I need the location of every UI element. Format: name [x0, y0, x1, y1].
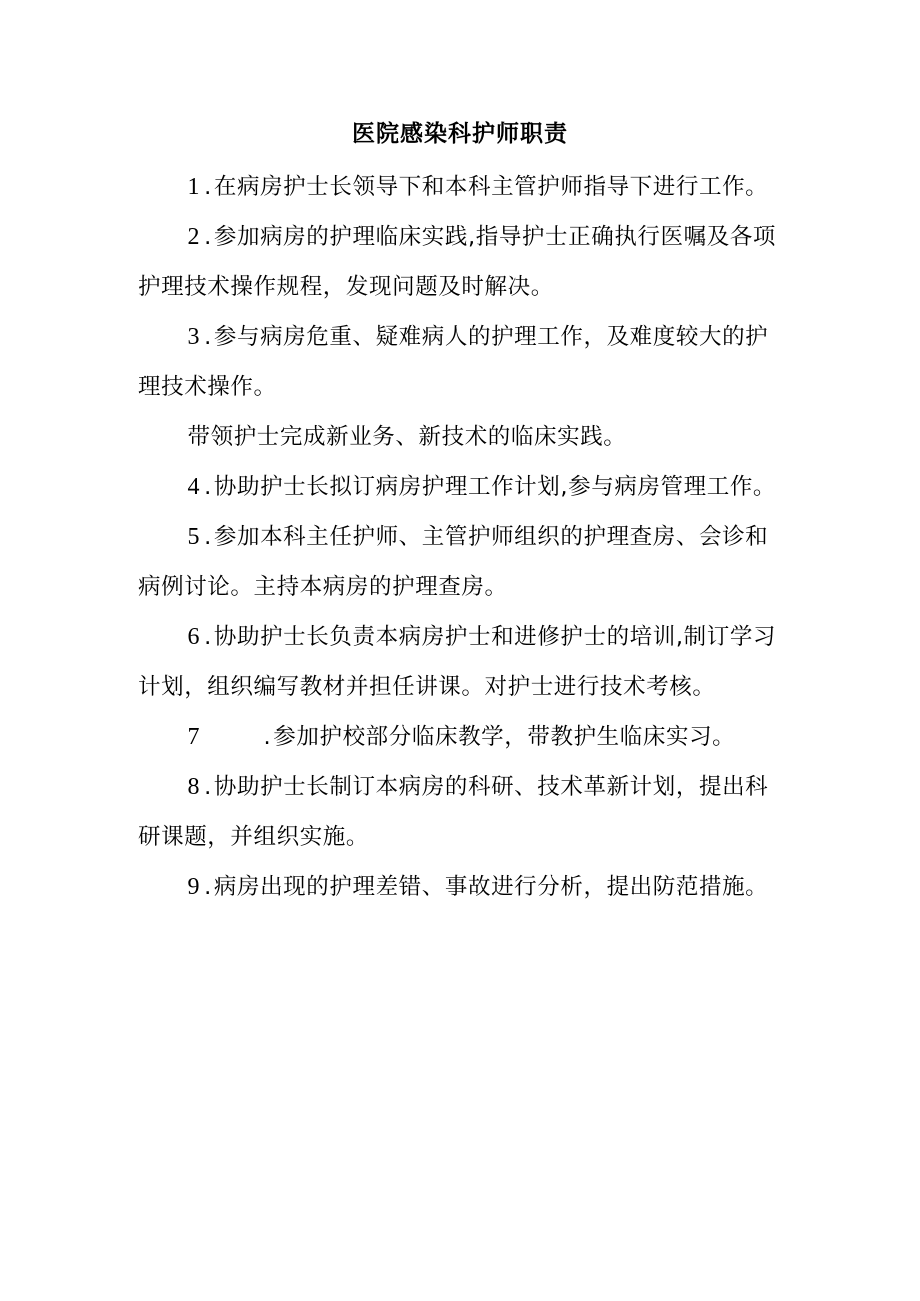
document-title: 医院感染科护师职责: [352, 121, 568, 147]
paragraph-number: 9: [187, 874, 201, 900]
paragraph-number: 5: [187, 524, 201, 550]
document-body: [138, 162, 788, 912]
paragraph-separator: .: [204, 324, 212, 350]
paragraph-1: [138, 162, 788, 212]
paragraph-3b: [138, 412, 788, 462]
paragraph-number: 2: [187, 224, 201, 250]
paragraph-text: 参加病房的护理临床实践,指导护士正确执行医嘱及各项护理技术操作规程，发现问题及时解决。: [138, 224, 777, 300]
paragraph-number: 4: [187, 474, 201, 500]
paragraph-separator: .: [204, 174, 212, 200]
paragraph-text: 参加护校部分临床教学，带教护生临床实习。: [273, 724, 736, 750]
paragraph-text: 带领护士完成新业务、新技术的临床实践。: [187, 424, 627, 450]
paragraph-text: 协助护士长拟订病房护理工作计划,参与病房管理工作。: [213, 474, 777, 500]
paragraph-text: 参与病房危重、疑难病人的护理工作，及难度较大的护理技术操作。: [138, 324, 769, 400]
paragraph-9: [138, 862, 788, 912]
paragraph-separator: .: [204, 624, 212, 650]
paragraph-text: 协助护士长制订本病房的科研、技术革新计划，提出科研课题，并组织实施。: [138, 774, 769, 850]
paragraph-number: 7: [187, 724, 201, 750]
paragraph-number: 6: [187, 624, 201, 650]
paragraph-4: [138, 462, 788, 512]
paragraph-separator: .: [204, 224, 212, 250]
paragraph-number: 1: [187, 174, 201, 200]
paragraph-2: [138, 212, 788, 312]
paragraph-separator: .: [263, 724, 272, 750]
paragraph-5: [138, 512, 788, 612]
paragraph-7: [138, 712, 788, 762]
paragraph-separator: .: [204, 474, 212, 500]
paragraph-text: 在病房护士长领导下和本科主管护师指导下进行工作。: [213, 174, 769, 200]
paragraph-3: [138, 312, 788, 412]
paragraph-text: 病房出现的护理差错、事故进行分析，提出防范措施。: [213, 874, 769, 900]
paragraph-separator: .: [204, 774, 212, 800]
paragraph-number: 8: [187, 774, 201, 800]
paragraph-text: 参加本科主任护师、主管护师组织的护理查房、会诊和病例讨论。主持本病房的护理查房。: [138, 524, 769, 600]
paragraph-separator: .: [204, 874, 212, 900]
paragraph-text: 协助护士长负责本病房护士和进修护士的培训,制订学习计划，组织编写教材并担任讲课。对护士进行技术考核。: [138, 624, 777, 700]
paragraph-separator: .: [204, 524, 212, 550]
paragraph-6: [138, 612, 788, 712]
paragraph-number: 3: [187, 324, 201, 350]
paragraph-8: [138, 762, 788, 862]
